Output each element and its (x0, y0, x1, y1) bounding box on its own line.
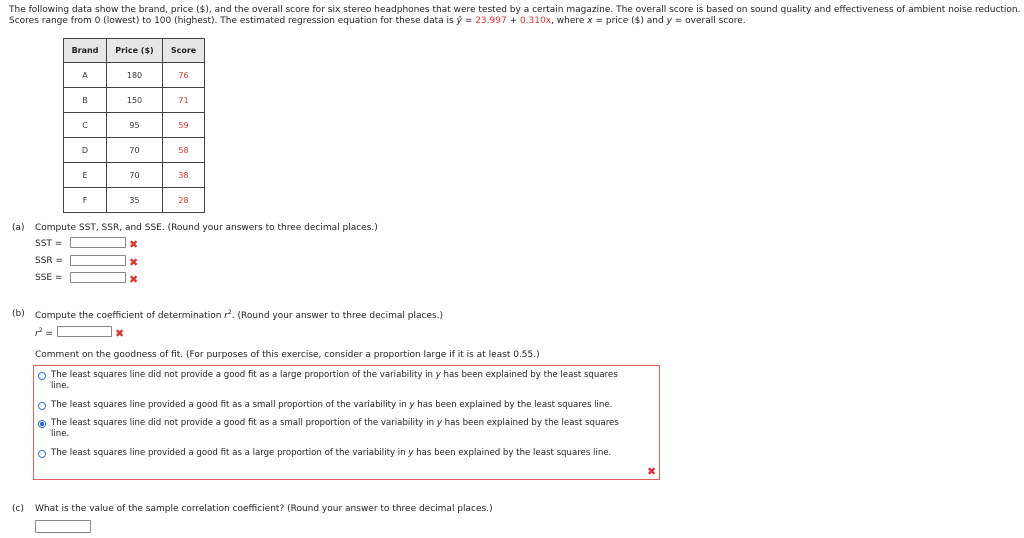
cell-price: 35 (107, 188, 163, 213)
option-1-text[interactable]: The least squares line did not provide a good fit as a large proportion of the variability in y has been explained by the least squares line. (51, 370, 618, 391)
cell-brand: B (64, 88, 107, 113)
part-a-label: (a) (12, 223, 25, 233)
intro-line-2: Scores range from 0 (lowest) to 100 (highest). The estimated regression equation for these data is ŷ = 23.997 + 0.310x, where x = price ($) and y = overall score. (9, 16, 746, 26)
sst-input[interactable] (70, 237, 126, 248)
option-2-text[interactable]: The least squares line provided a good fit as a small proportion of the variability in y has been explained by the least squares line. (51, 400, 613, 410)
sse-input[interactable] (70, 272, 126, 283)
incorrect-icon: ✖ (129, 273, 139, 286)
option-3-text[interactable]: The least squares line did not provide a good fit as a small proportion of the variability in y has been explained by the least squares line. (51, 418, 619, 439)
header-score: Score (163, 39, 205, 63)
table-row (64, 88, 205, 113)
sst-label: SST = (35, 239, 63, 249)
cell-price: 70 (107, 163, 163, 188)
header-brand: Brand (64, 39, 107, 63)
part-c-question: What is the value of the sample correlation coefficient? (Round your answer to three decimal places.) (35, 504, 493, 514)
cell-price: 95 (107, 113, 163, 138)
part-c-label: (c) (12, 504, 24, 514)
incorrect-icon: ✖ (115, 327, 125, 340)
data-table (63, 38, 205, 213)
cell-score: 59 (163, 113, 205, 138)
intro-line-1: The following data show the brand, price ($), and the overall score for six stereo headphones that were tested by a certain magazine. The overall score is based on sound quality and effectiveness of ambient noise reduction. (9, 5, 1021, 15)
cell-score: 58 (163, 138, 205, 163)
cell-brand: C (64, 113, 107, 138)
cell-price: 70 (107, 138, 163, 163)
option-1-radio[interactable] (38, 372, 46, 380)
r2-label: $r^2$ = (35, 327, 53, 339)
sse-label: SSE = (35, 273, 63, 283)
cell-score: 71 (163, 88, 205, 113)
part-b-question: Compute the coefficient of determination $r^2$. (Round your answer to three decimal places.) (35, 309, 444, 321)
incorrect-icon: ✖ (129, 256, 139, 269)
cell-brand: A (64, 63, 107, 88)
table-row (64, 113, 205, 138)
option-3-radio[interactable] (38, 420, 46, 428)
problem-intro (9, 5, 1021, 27)
part-a-question: Compute SST, SSR, and SSE. (Round your answers to three decimal places.) (35, 223, 378, 233)
ssr-label: SSR = (35, 256, 64, 266)
cell-brand: E (64, 163, 107, 188)
table-row (64, 188, 205, 213)
cell-price: 150 (107, 88, 163, 113)
part-b-label: (b) (12, 309, 25, 319)
fit-comment-prompt: Comment on the goodness of fit. (For purposes of this exercise, consider a proportion large if it is at least 0.55.) (35, 350, 540, 360)
table-row (64, 138, 205, 163)
option-4-radio[interactable] (38, 450, 46, 458)
cell-score: 38 (163, 163, 205, 188)
table-header-row (64, 39, 205, 63)
incorrect-icon: ✖ (647, 465, 657, 478)
cell-price: 180 (107, 63, 163, 88)
slope-term: 0.310x (519, 16, 552, 26)
cell-brand: F (64, 188, 107, 213)
cell-score: 28 (163, 188, 205, 213)
header-price: Price ($) (107, 39, 163, 63)
table-row (64, 163, 205, 188)
cell-score: 76 (163, 63, 205, 88)
cell-brand: D (64, 138, 107, 163)
correlation-input[interactable] (35, 520, 91, 533)
option-4-text[interactable]: The least squares line provided a good fit as a large proportion of the variability in y has been explained by the least squares line. (51, 448, 612, 458)
incorrect-icon: ✖ (129, 238, 139, 251)
option-2-radio[interactable] (38, 402, 46, 410)
intercept-value: 23.997 (475, 16, 507, 26)
ssr-input[interactable] (70, 255, 126, 266)
table-row (64, 63, 205, 88)
r2-input[interactable] (57, 326, 112, 337)
